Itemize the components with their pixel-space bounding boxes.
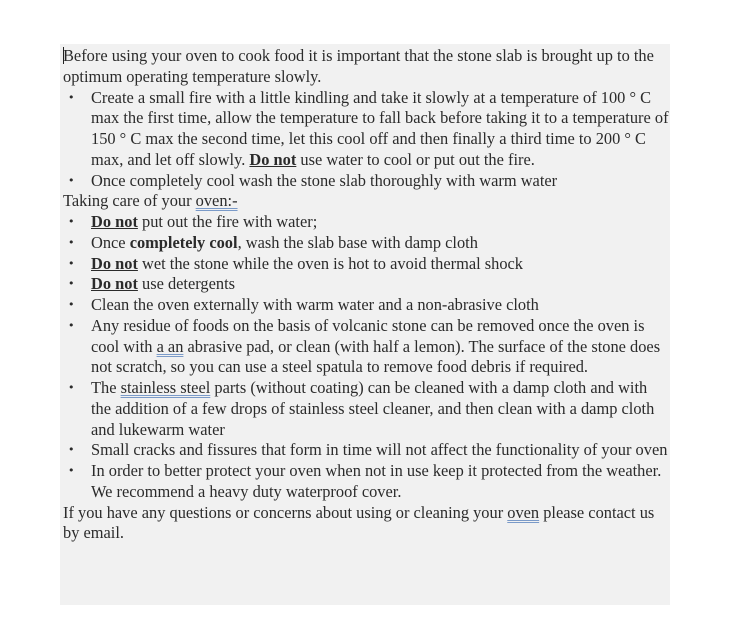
item-text: abrasive pad, or clean (with half a lemon). The surface of the stone does not scratch, so you can use a steel spatula to remove food debris if required.: [91, 336, 661, 377]
preheat-steps-list: [63, 88, 669, 192]
step-text: Once completely cool wash the stone slab thoroughly with warm water: [91, 170, 558, 190]
item-text: Small cracks and fissures that form in time will not affect the functionality of your oven: [91, 440, 668, 460]
list-item: [63, 233, 669, 254]
document-page: [60, 44, 670, 605]
list-item: [63, 171, 669, 192]
list-item: [63, 378, 669, 440]
list-item: [63, 295, 669, 316]
list-item: [63, 316, 669, 378]
care-heading: [63, 191, 669, 212]
do-not-emphasis: Do not: [91, 274, 138, 294]
intro-paragraph: [63, 46, 669, 88]
list-item: [63, 212, 669, 233]
care-heading-oven: oven:-: [195, 191, 238, 211]
item-text: Any residue of foods on the basis of volcanic stone can be removed once the oven is cool with: [91, 315, 645, 356]
step-text: use water to cool or put out the fire.: [296, 149, 535, 169]
item-text: In order to better protect your oven when not in use keep it protected from the weather. We recommend a heavy duty waterproof cover.: [91, 461, 662, 501]
step-text: Create a small fire with a little kindling and take it slowly at a temperature of 100 ° C max the first time, allow the temperature to fall back before taking it to a temperature of 150 ° C max the second time, let this cool off and then finally a third time to 200 ° C max, and let off slowly.: [91, 87, 669, 169]
care-list: [63, 212, 669, 503]
item-text: The: [91, 378, 121, 397]
list-item: [63, 88, 669, 171]
item-text: wet the stone while the oven is hot to avoid thermal shock: [137, 253, 524, 273]
closing-paragraph: [63, 503, 669, 545]
do-not-emphasis: Do not: [249, 149, 297, 169]
do-not-emphasis: Do not: [91, 212, 138, 231]
document-text[interactable]: [63, 46, 669, 544]
item-text: , wash the slab base with damp cloth: [237, 232, 478, 252]
closing-text: please contact us by email.: [63, 502, 655, 543]
list-item: [63, 254, 669, 275]
completely-cool-emphasis: completely cool: [129, 232, 238, 252]
do-not-emphasis: Do not: [91, 253, 138, 273]
closing-text: If you have any questions or concerns about using or cleaning your: [63, 502, 508, 522]
item-text: Once: [91, 232, 130, 252]
item-text: Clean the oven externally with warm water and a non-abrasive cloth: [91, 295, 539, 314]
item-text: put out the fire with water;: [137, 212, 318, 231]
grammar-flag: stainless steel: [120, 378, 211, 397]
grammar-flag: a an: [156, 336, 184, 356]
intro-text: Before using your oven to cook food it is important that the stone slab is brought up to the optimum operating temperature slowly.: [63, 46, 654, 86]
list-item: [63, 274, 669, 295]
list-item: [63, 461, 669, 503]
item-text: parts (without coating) can be cleaned with a damp cloth and with the addition of a few drops of stainless steel cleaner, and then clean with a damp cloth and lukewarm water: [91, 378, 655, 439]
care-heading-text: Taking care of your: [63, 191, 196, 211]
list-item: [63, 440, 669, 461]
item-text: use detergents: [137, 274, 236, 294]
grammar-flag: oven: [507, 502, 540, 522]
